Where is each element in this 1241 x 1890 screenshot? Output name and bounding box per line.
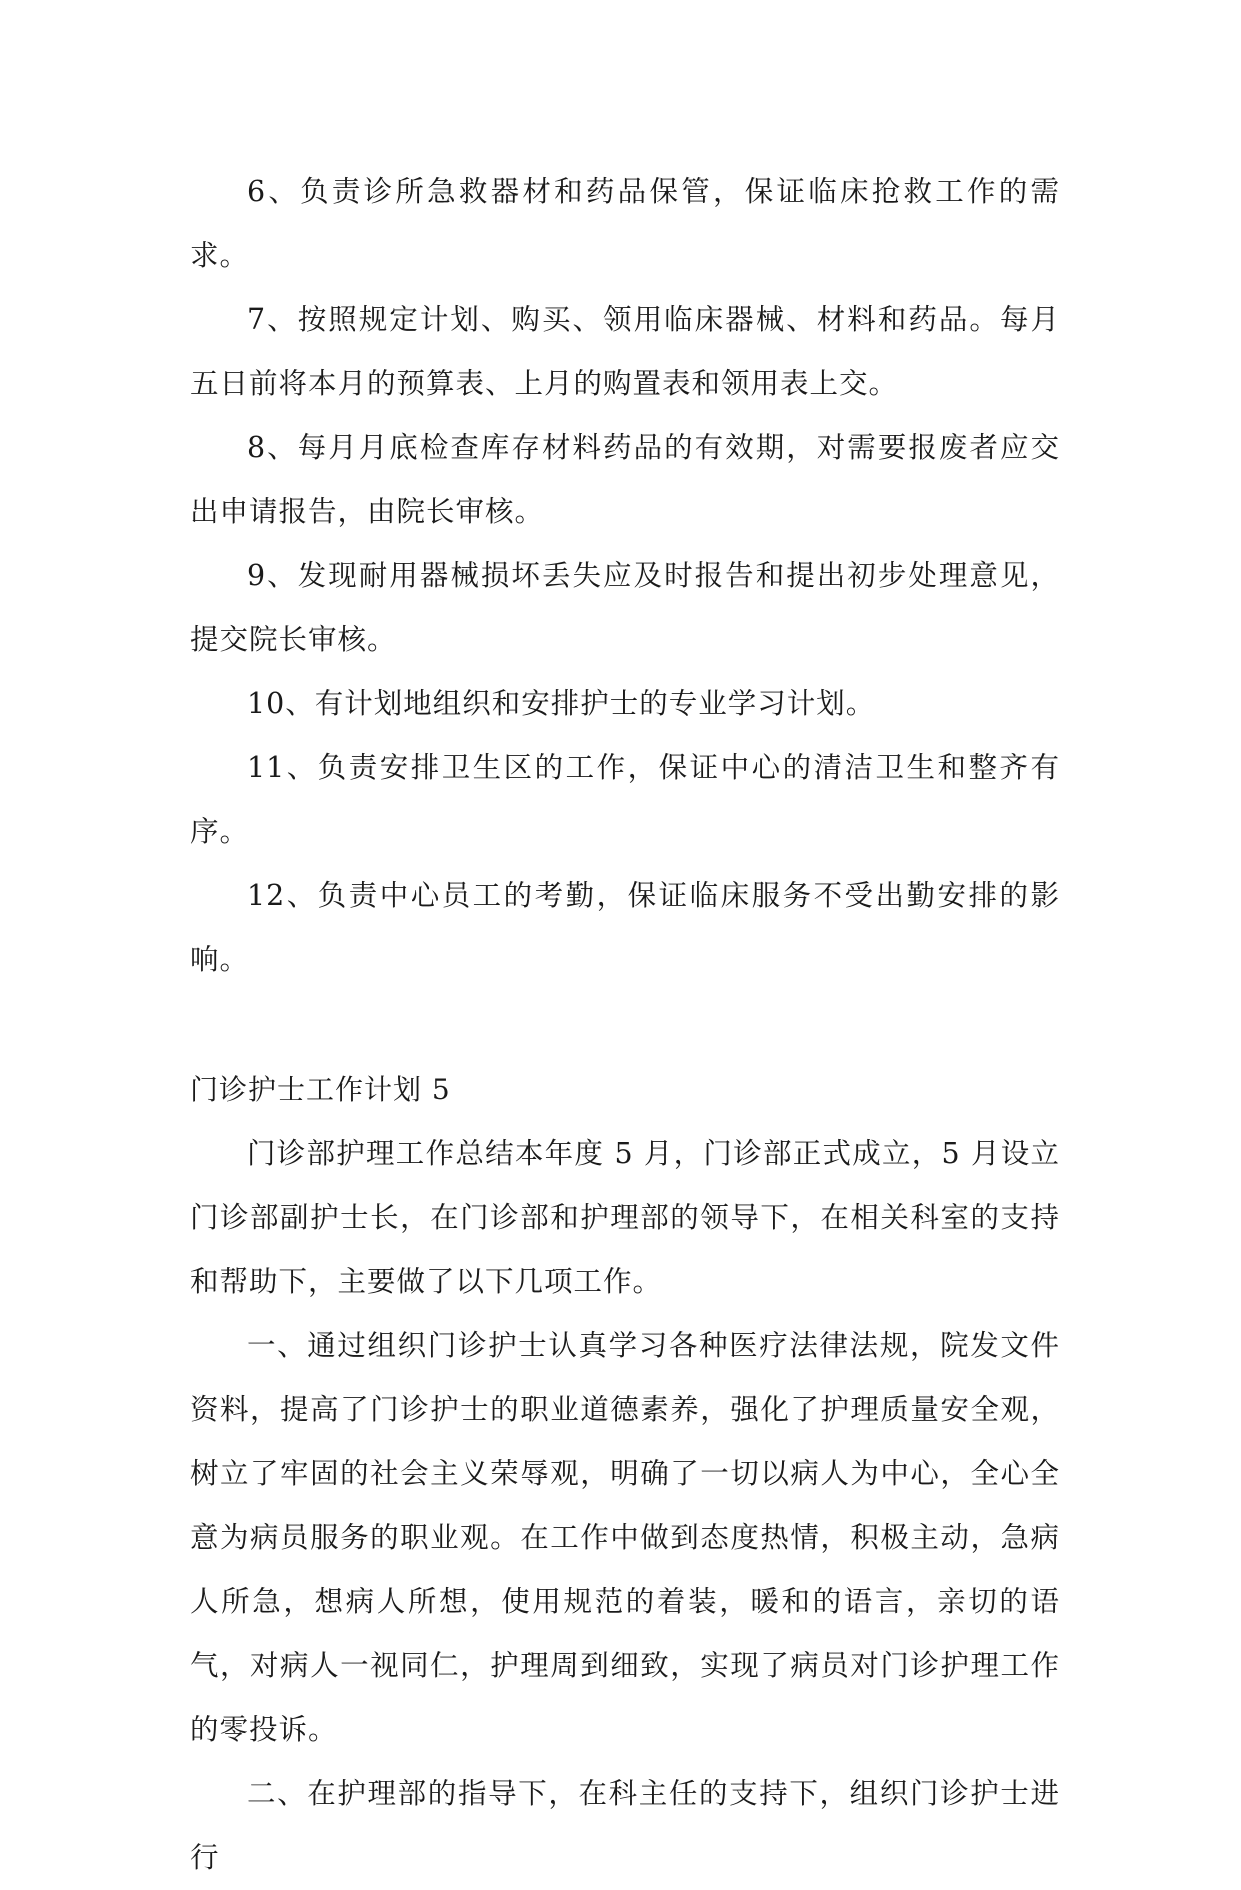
paragraph: 二、在护理部的指导下，在科主任的支持下，组织门诊护士进行 bbox=[190, 1777, 1060, 1874]
document-body bbox=[190, 160, 1060, 1890]
list-item: 8、每月月底检查库存材料药品的有效期，对需要报废者应交出申请报告，由院长审核。 bbox=[190, 431, 1060, 528]
list-item: 9、发现耐用器械损坏丢失应及时报告和提出初步处理意见，提交院长审核。 bbox=[190, 559, 1060, 656]
list-item: 11、负责安排卫生区的工作，保证中心的清洁卫生和整齐有序。 bbox=[190, 751, 1060, 848]
paragraph: 门诊部护理工作总结本年度 5 月，门诊部正式成立，5 月设立门诊部副护士长，在门诊部和护理部的领导下，在相关科室的支持和帮助下，主要做了以下几项工作。 bbox=[190, 1137, 1060, 1298]
section-title: 门诊护士工作计划 5 bbox=[190, 1073, 451, 1106]
list-item: 10、有计划地组织和安排护士的专业学习计划。 bbox=[247, 687, 876, 720]
list-item: 12、负责中心员工的考勤，保证临床服务不受出勤安排的影响。 bbox=[190, 879, 1060, 976]
list-item: 6、负责诊所急救器材和药品保管，保证临床抢救工作的需求。 bbox=[190, 175, 1060, 272]
list-item: 7、按照规定计划、购买、领用临床器械、材料和药品。每月五日前将本月的预算表、上月的购置表和领用表上交。 bbox=[190, 303, 1060, 400]
paragraph: 一、通过组织门诊护士认真学习各种医疗法律法规，院发文件资料，提高了门诊护士的职业道德素养，强化了护理质量安全观，树立了牢固的社会主义荣辱观，明确了一切以病人为中心，全心全意为病员服务的职业观。在工作中做到态度热情，积极主动，急病人所急，想病人所想，使用规范的着装，暖和的语言，亲切的语气，对病人一视同仁，护理周到细致，实现了病员对门诊护理工作的零投诉。 bbox=[190, 1329, 1060, 1746]
